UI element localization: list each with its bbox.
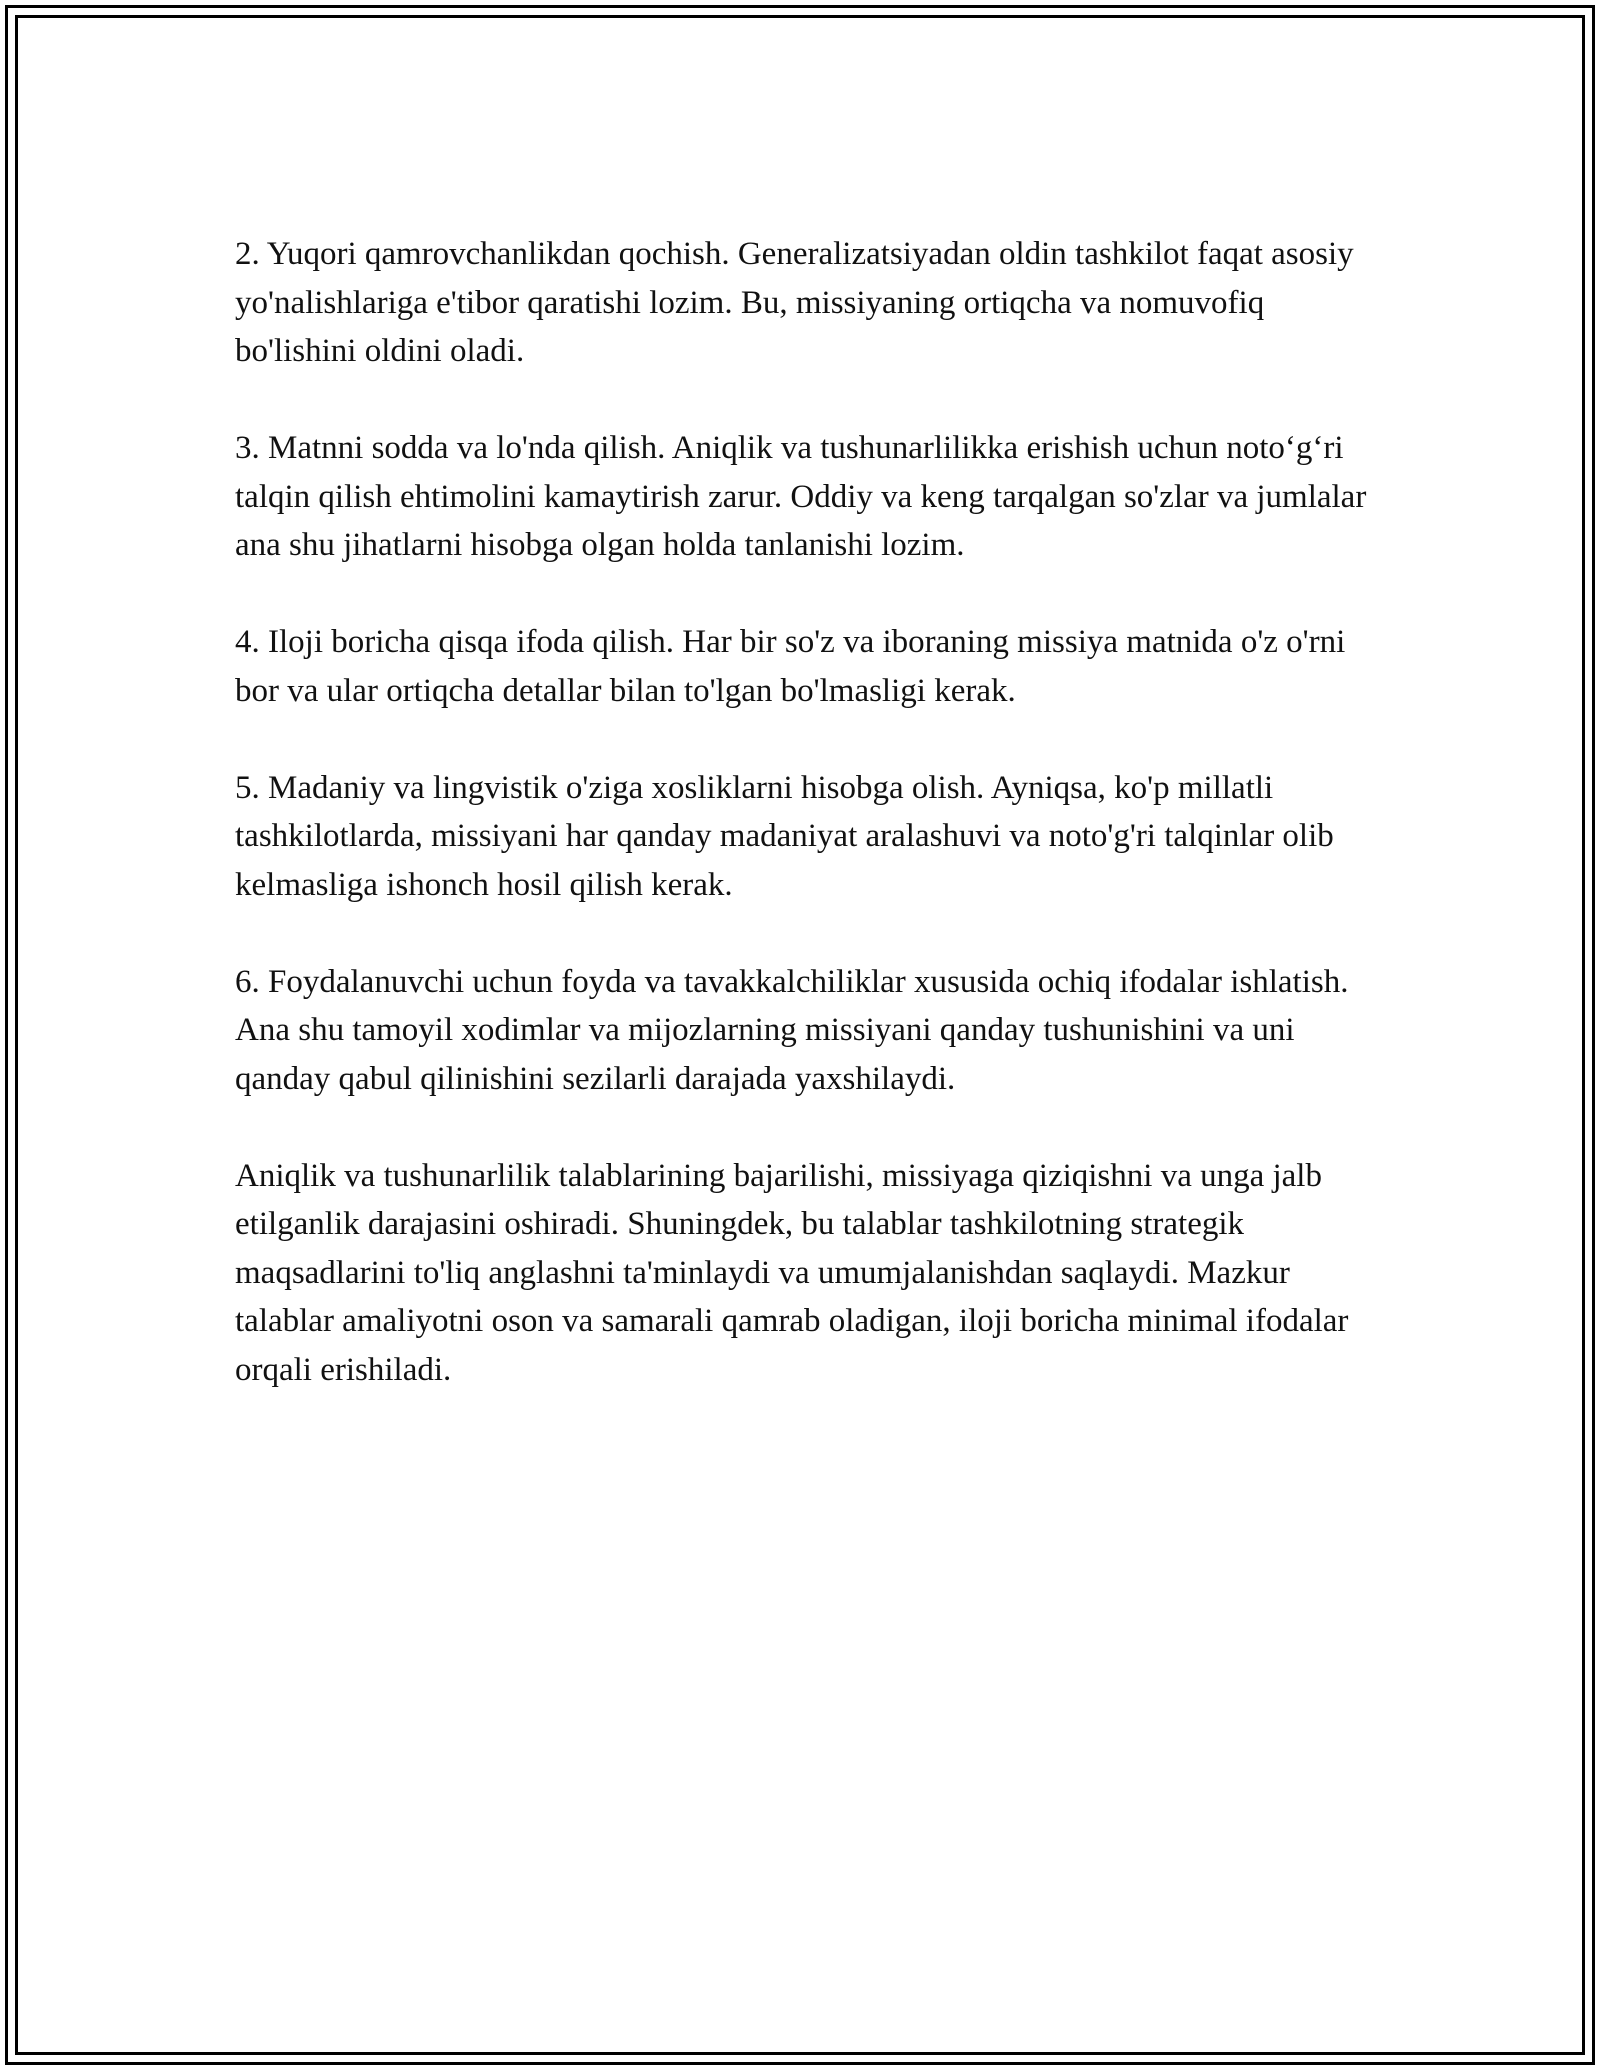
paragraph-item-6: 6. Foydalanuvchi uchun foyda va tavakkalchiliklar xususida ochiq ifodalar ishlatish. Ana shu tamoyil xodimlar va mijozlarning missiyani qanday tushunishini va uni qanday qabul qilinishini sezilarli darajada yaxshilaydi. xyxy=(235,963,1349,1097)
paragraph-item-3: 3. Matnni sodda va lo'nda qilish. Aniqlik va tushunarlilikka erishish uchun noto‘g‘ri talqin qilish ehtimolini kamaytirish zarur. Oddiy va keng tarqalgan so'zlar va jumlalar ana shu jihatlarni hisobga olgan holda tanlanishi lozim. xyxy=(235,430,1367,563)
paragraph-item-4: 4. Iloji boricha qisqa ifoda qilish. Har bir so'z va iboraning missiya matnida o'z o'rni bor va ular ortiqcha detallar bilan to'lgan bo'lmasligi kerak. xyxy=(235,624,1346,709)
paragraph-item-2: 2. Yuqori qamrovchanlikdan qochish. Generalizatsiyadan oldin tashkilot faqat asosiy yo'nalishlariga e'tibor qaratishi lozim. Bu, missiyaning ortiqcha va nomuvofiq bo'lishini oldini oladi. xyxy=(235,236,1354,369)
document-body xyxy=(235,230,1375,1394)
paragraph-conclusion: Aniqlik va tushunarlilik talablarining bajarilishi, missiyaga qiziqishni va unga jalb etilganlik darajasini oshiradi. Shuningdek, bu talablar tashkilotning strategik maqsadlarini to'liq anglashni ta'minlaydi va umumjalanishdan saqlaydi. Mazkur talablar amaliyotni oson va samarali qamrab oladigan, iloji boricha minimal ifodalar orqali erishiladi. xyxy=(235,1157,1349,1388)
paragraph-item-5: 5. Madaniy va lingvistik o'ziga xosliklarni hisobga olish. Ayniqsa, ko'p millatli tashkilotlarda, missiyani har qanday madaniyat aralashuvi va noto'g'ri talqinlar olib kelmasliga ishonch hosil qilish kerak. xyxy=(235,769,1334,903)
